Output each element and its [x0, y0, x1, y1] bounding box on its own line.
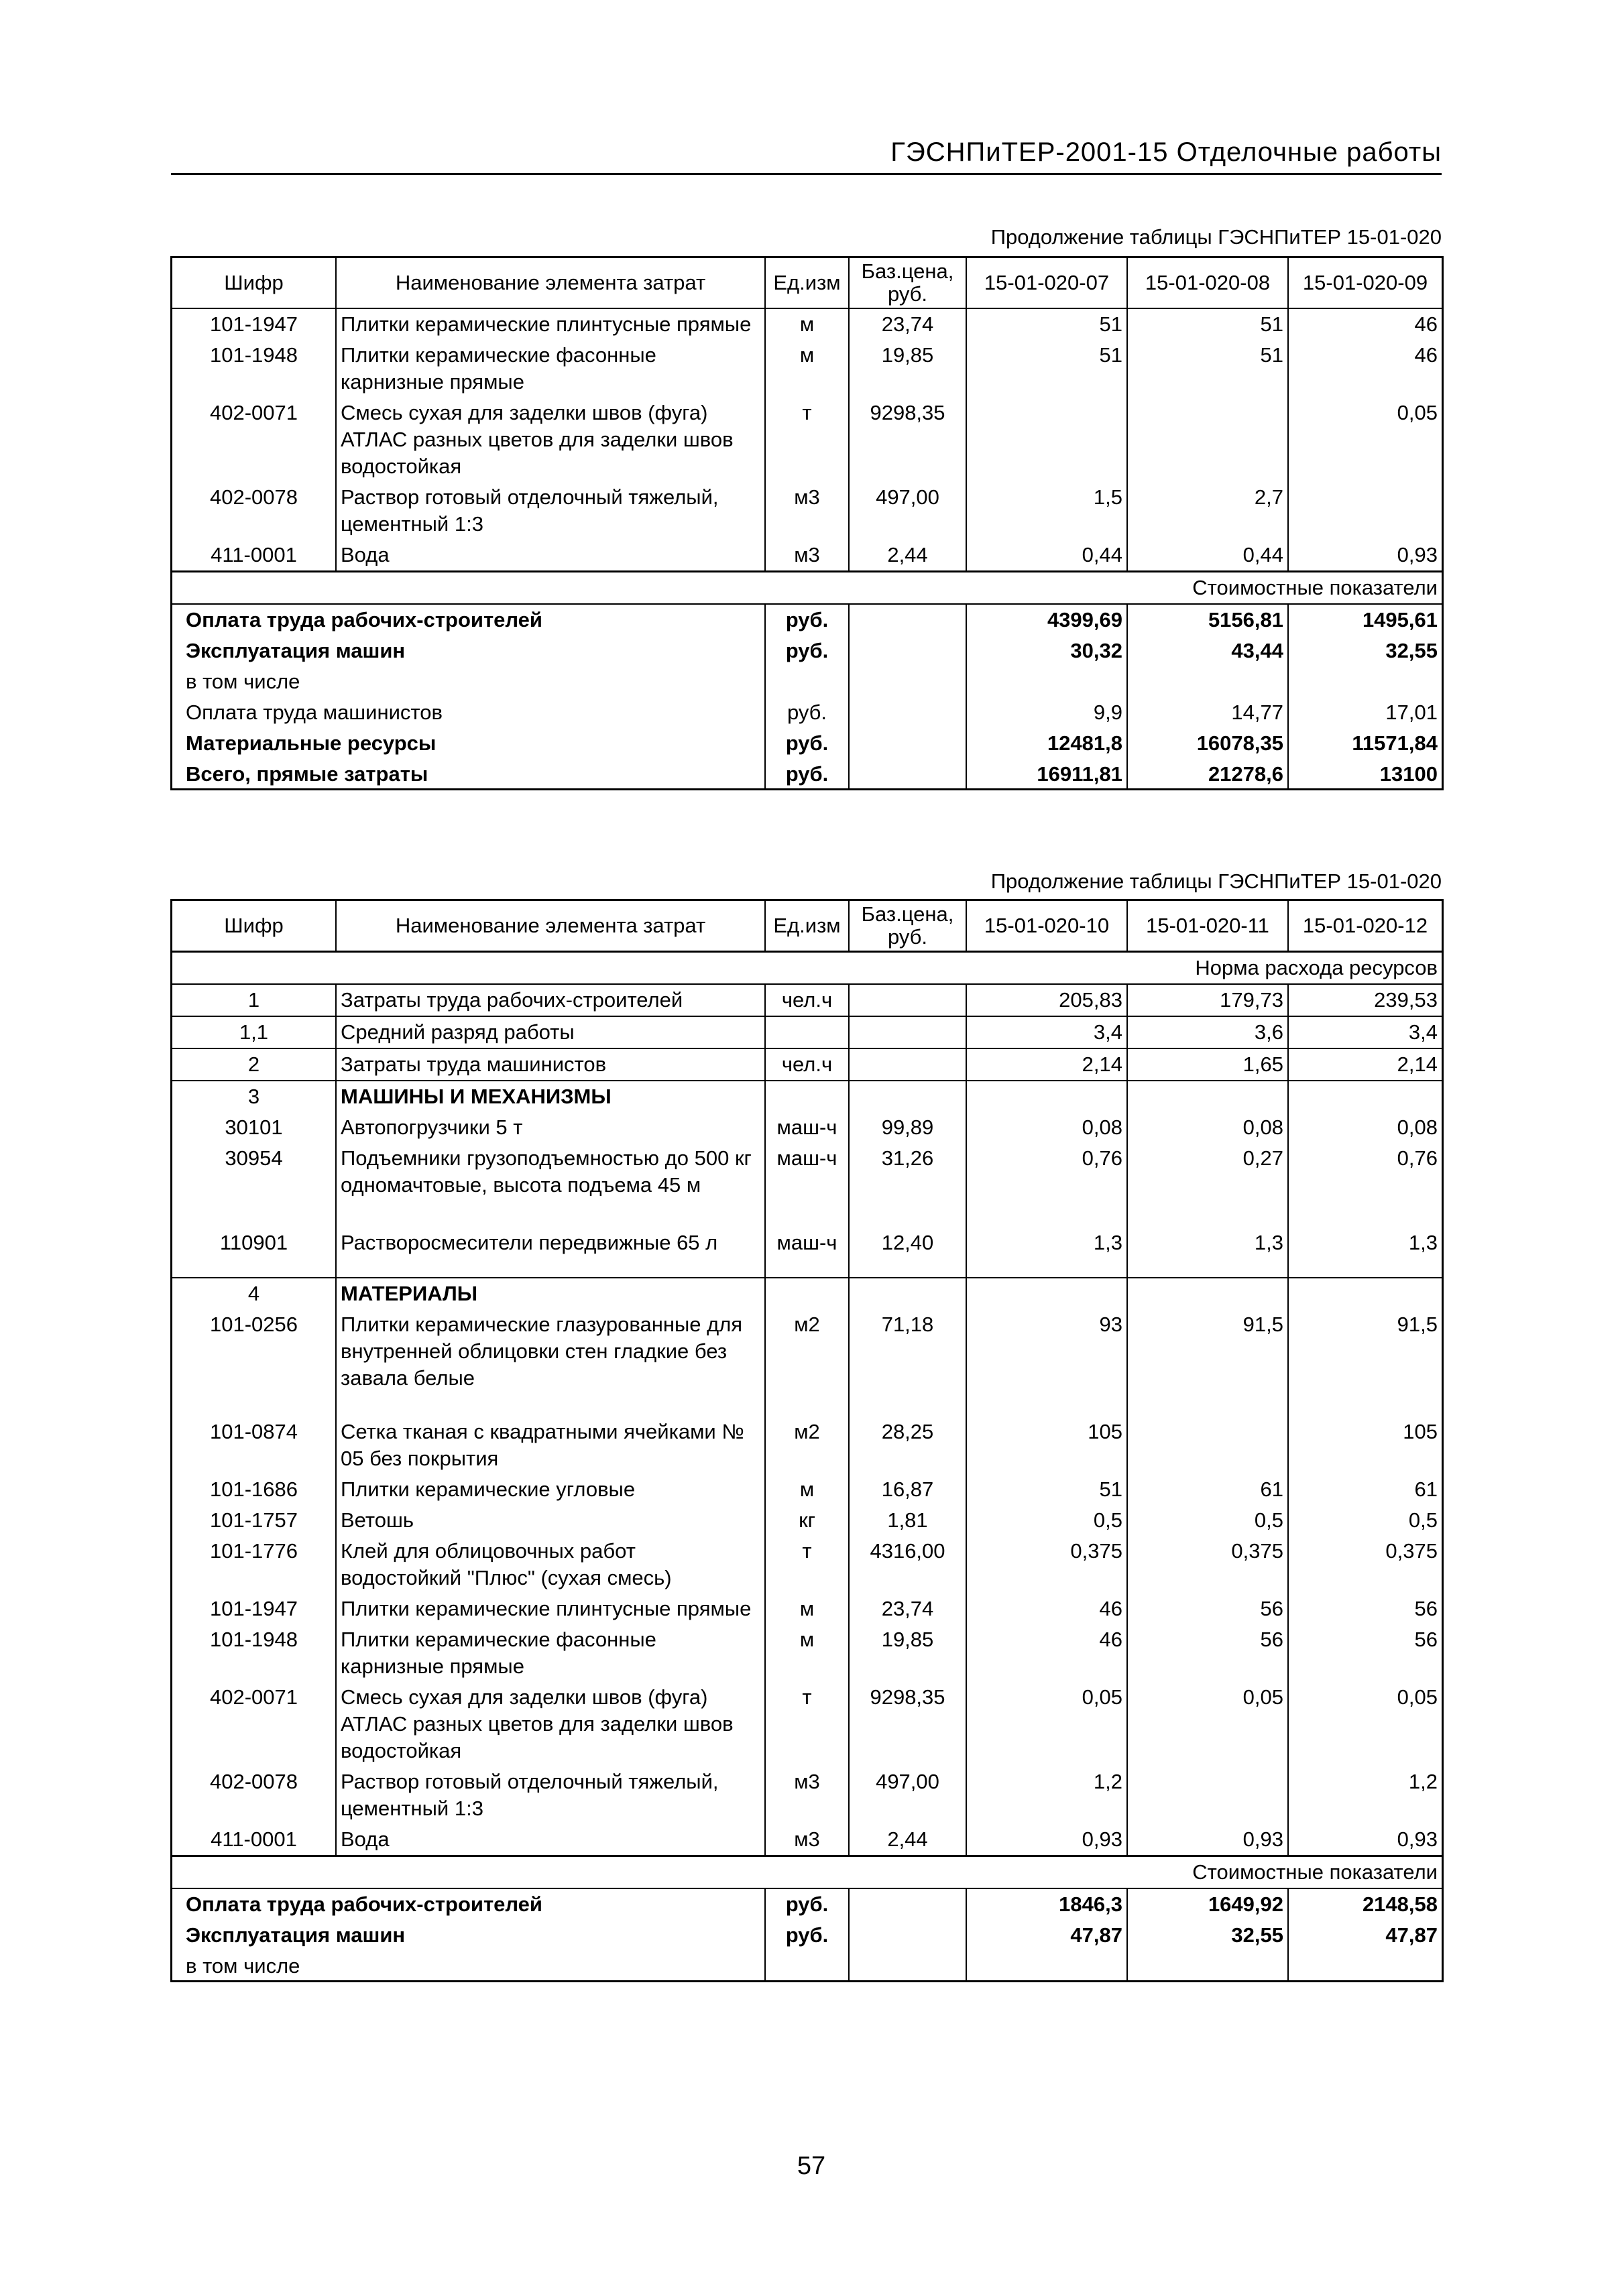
- cost-unit: руб.: [765, 1920, 849, 1951]
- cost-value: 12481,8: [966, 728, 1127, 759]
- cell-price: 9298,35: [849, 398, 966, 482]
- cell-value: 1,2: [966, 1766, 1127, 1824]
- cell-name: Вода: [336, 1824, 765, 1856]
- table2-section-cost-label: Стоимостные показатели: [172, 1856, 1442, 1889]
- table2-machine-row: [172, 1143, 1442, 1227]
- cell-value: 51: [966, 308, 1127, 340]
- cost-name: Оплата труда рабочих-строителей: [172, 1888, 765, 1920]
- table2-material-row: [172, 1624, 1442, 1682]
- cell-value: 239,53: [1288, 984, 1442, 1016]
- column-header-v1: 15-01-020-07: [966, 257, 1127, 308]
- table1: [171, 257, 1443, 790]
- cell-empty: [1127, 1278, 1288, 1309]
- cell-value: 105: [966, 1416, 1127, 1474]
- table2: [171, 900, 1443, 1982]
- cell-value: 1,3: [966, 1227, 1127, 1278]
- table1-section-cost: [172, 572, 1442, 605]
- cell-code: 101-1776: [172, 1536, 336, 1593]
- cost-value: 14,77: [1127, 697, 1288, 728]
- cell-name: Ветошь: [336, 1505, 765, 1536]
- cell-price: 19,85: [849, 340, 966, 398]
- cell-value: 0,44: [966, 540, 1127, 572]
- cell-value: 0,5: [1127, 1505, 1288, 1536]
- cell-name: Затраты труда машинистов: [336, 1048, 765, 1081]
- table2-material-row: [172, 1474, 1442, 1505]
- cell-name: Плитки керамические фасонные карнизные прямые: [336, 340, 765, 398]
- cell-price: 16,87: [849, 1474, 966, 1505]
- cell-empty: [1127, 1081, 1288, 1112]
- cell-code: 30101: [172, 1112, 336, 1143]
- cell-price: 99,89: [849, 1112, 966, 1143]
- cell-value: 0,5: [966, 1505, 1127, 1536]
- cost-value: 5156,81: [1127, 604, 1288, 636]
- cell-code: 30954: [172, 1143, 336, 1227]
- column-header-v3: 15-01-020-09: [1288, 257, 1442, 308]
- cell-name: Вода: [336, 540, 765, 572]
- cell-unit: м: [765, 308, 849, 340]
- cost-name: в том числе: [172, 1951, 765, 1982]
- table1-row: [172, 308, 1442, 340]
- cell-value: 0,375: [966, 1536, 1127, 1593]
- cost-name: в том числе: [172, 666, 765, 697]
- cost-value: 4399,69: [966, 604, 1127, 636]
- cell-empty: [765, 1278, 849, 1309]
- table2-materials-title: [172, 1278, 1442, 1309]
- cell-empty: [1288, 1081, 1442, 1112]
- cost-unit: руб.: [765, 728, 849, 759]
- cell-unit: маш-ч: [765, 1112, 849, 1143]
- cell-price: 2,44: [849, 540, 966, 572]
- cell-price: 9298,35: [849, 1682, 966, 1766]
- table1-cost-row: [172, 697, 1442, 728]
- cell-price: 4316,00: [849, 1536, 966, 1593]
- cell-name: Плитки керамические глазурованные для внутренней облицовки стен гладкие без завала белые: [336, 1309, 765, 1416]
- cell-value: 105: [1288, 1416, 1442, 1474]
- cost-price: [849, 666, 966, 697]
- table2-material-row: [172, 1416, 1442, 1474]
- cell-code: 1: [172, 984, 336, 1016]
- cell-code: 3: [172, 1081, 336, 1112]
- cell-value: 46: [1288, 340, 1442, 398]
- cell-unit: м: [765, 1593, 849, 1624]
- cost-price: [849, 1951, 966, 1982]
- cell-value: 0,93: [1127, 1824, 1288, 1856]
- cost-value: 16078,35: [1127, 728, 1288, 759]
- cell-value: 46: [1288, 308, 1442, 340]
- cell-value: [1127, 1766, 1288, 1824]
- cost-unit: руб.: [765, 759, 849, 790]
- cell-name: Автопогрузчики 5 т: [336, 1112, 765, 1143]
- column-header-v1: 15-01-020-10: [966, 900, 1127, 952]
- cell-value: 3,6: [1127, 1016, 1288, 1048]
- cell-unit: м3: [765, 482, 849, 540]
- column-header-v2: 15-01-020-11: [1127, 900, 1288, 952]
- cost-value: [1127, 1951, 1288, 1982]
- cell-code: 402-0078: [172, 1766, 336, 1824]
- cost-value: 17,01: [1288, 697, 1442, 728]
- table2-cost-row: [172, 1920, 1442, 1951]
- cell-code: 411-0001: [172, 540, 336, 572]
- table2-material-row: [172, 1824, 1442, 1856]
- cell-value: 2,7: [1127, 482, 1288, 540]
- cell-price: 71,18: [849, 1309, 966, 1416]
- cost-name: Оплата труда рабочих-строителей: [172, 604, 765, 636]
- cell-empty: [966, 1278, 1127, 1309]
- cell-unit: чел.ч: [765, 1048, 849, 1081]
- cell-value: 46: [966, 1593, 1127, 1624]
- cost-value: [1288, 1951, 1442, 1982]
- cell-unit: м3: [765, 540, 849, 572]
- cell-name: Раствор готовый отделочный тяжелый, цементный 1:3: [336, 1766, 765, 1824]
- cell-price: 1,81: [849, 1505, 966, 1536]
- cell-unit: м: [765, 1474, 849, 1505]
- cost-unit: руб.: [765, 697, 849, 728]
- cost-value: [1127, 666, 1288, 697]
- cell-value: 61: [1127, 1474, 1288, 1505]
- table1-section-cost-label: Стоимостные показатели: [172, 572, 1442, 605]
- cost-value: 43,44: [1127, 636, 1288, 666]
- cell-value: [966, 398, 1127, 482]
- table-header-row: [172, 900, 1442, 952]
- cell-code: 101-1686: [172, 1474, 336, 1505]
- table1-caption: Продолжение таблицы ГЭСНПиТЕР 15-01-020: [990, 225, 1442, 249]
- cell-price: 2,44: [849, 1824, 966, 1856]
- cell-value: 1,3: [1288, 1227, 1442, 1278]
- column-header-unit: Ед.изм: [765, 257, 849, 308]
- cell-unit: м: [765, 1624, 849, 1682]
- table1-cost-row: [172, 666, 1442, 697]
- column-header-v3: 15-01-020-12: [1288, 900, 1442, 952]
- cell-code: 2: [172, 1048, 336, 1081]
- cost-unit: [765, 1951, 849, 1982]
- cell-value: 56: [1288, 1593, 1442, 1624]
- cell-unit: [765, 1016, 849, 1048]
- cell-value: 0,93: [966, 1824, 1127, 1856]
- table2-material-row: [172, 1682, 1442, 1766]
- cost-value: 47,87: [966, 1920, 1127, 1951]
- cell-code: 411-0001: [172, 1824, 336, 1856]
- cell-unit: м2: [765, 1416, 849, 1474]
- table2-material-row: [172, 1766, 1442, 1824]
- cost-price: [849, 759, 966, 790]
- cell-value: 91,5: [1127, 1309, 1288, 1416]
- cell-name: Плитки керамические плинтусные прямые: [336, 1593, 765, 1624]
- cell-empty: [966, 1081, 1127, 1112]
- cell-unit: маш-ч: [765, 1143, 849, 1227]
- cost-name: Оплата труда машинистов: [172, 697, 765, 728]
- cost-value: 1495,61: [1288, 604, 1442, 636]
- cost-value: [1288, 666, 1442, 697]
- cell-code: 101-1948: [172, 1624, 336, 1682]
- cell-value: 0,05: [966, 1682, 1127, 1766]
- cell-unit: т: [765, 1682, 849, 1766]
- cell-price: [849, 1016, 966, 1048]
- table1-row: [172, 540, 1442, 572]
- table2-labor-row: [172, 1048, 1442, 1081]
- cost-price: [849, 728, 966, 759]
- cell-value: 0,08: [966, 1112, 1127, 1143]
- cost-value: 1649,92: [1127, 1888, 1288, 1920]
- table2-material-row: [172, 1536, 1442, 1593]
- cost-name: Эксплуатация машин: [172, 636, 765, 666]
- table2-section-cost: [172, 1856, 1442, 1889]
- cell-value: 0,05: [1288, 1682, 1442, 1766]
- table1-cost-row: [172, 604, 1442, 636]
- cost-price: [849, 636, 966, 666]
- table2-machines-title: [172, 1081, 1442, 1112]
- cell-code: 110901: [172, 1227, 336, 1278]
- column-header-unit: Ед.изм: [765, 900, 849, 952]
- table1-row: [172, 398, 1442, 482]
- cell-unit: маш-ч: [765, 1227, 849, 1278]
- cell-unit: т: [765, 1536, 849, 1593]
- cell-value: 0,375: [1127, 1536, 1288, 1593]
- cost-value: 1846,3: [966, 1888, 1127, 1920]
- cell-value: 0,08: [1127, 1112, 1288, 1143]
- cell-value: 51: [1127, 308, 1288, 340]
- cell-value: 0,93: [1288, 1824, 1442, 1856]
- cell-value: [1127, 398, 1288, 482]
- section-title: МАШИНЫ И МЕХАНИЗМЫ: [336, 1081, 765, 1112]
- cell-unit: т: [765, 398, 849, 482]
- cell-value: 91,5: [1288, 1309, 1442, 1416]
- table2-labor-row: [172, 984, 1442, 1016]
- cell-code: 101-1948: [172, 340, 336, 398]
- cost-price: [849, 1920, 966, 1951]
- cell-price: [849, 984, 966, 1016]
- cell-value: 0,08: [1288, 1112, 1442, 1143]
- table2-cost-row: [172, 1951, 1442, 1982]
- cell-value: 51: [1127, 340, 1288, 398]
- cost-value: [966, 666, 1127, 697]
- table2-cost-row: [172, 1888, 1442, 1920]
- cell-price: 19,85: [849, 1624, 966, 1682]
- cell-value: [1288, 482, 1442, 540]
- cost-value: 32,55: [1288, 636, 1442, 666]
- cell-value: 56: [1288, 1624, 1442, 1682]
- cost-name: Материальные ресурсы: [172, 728, 765, 759]
- cell-value: 1,2: [1288, 1766, 1442, 1824]
- cell-value: 46: [966, 1624, 1127, 1682]
- cell-code: 402-0071: [172, 1682, 336, 1766]
- cell-name: Сетка тканая с квадратными ячейками № 05 без покрытия: [336, 1416, 765, 1474]
- cost-value: 11571,84: [1288, 728, 1442, 759]
- cell-name: Плитки керамические угловые: [336, 1474, 765, 1505]
- cell-value: 56: [1127, 1624, 1288, 1682]
- cell-price: 23,74: [849, 308, 966, 340]
- cell-price: 497,00: [849, 482, 966, 540]
- cell-code: 101-1947: [172, 308, 336, 340]
- cell-empty: [849, 1278, 966, 1309]
- cell-value: 0,93: [1288, 540, 1442, 572]
- column-header-price: Баз.цена, руб.: [849, 900, 966, 952]
- cost-price: [849, 604, 966, 636]
- cell-price: 497,00: [849, 1766, 966, 1824]
- cell-value: 56: [1127, 1593, 1288, 1624]
- cell-code: 402-0071: [172, 398, 336, 482]
- cost-unit: [765, 666, 849, 697]
- cell-value: 1,5: [966, 482, 1127, 540]
- cell-value: 0,05: [1288, 398, 1442, 482]
- cost-price: [849, 1888, 966, 1920]
- cell-name: Клей для облицовочных работ водостойкий "Плюс" (сухая смесь): [336, 1536, 765, 1593]
- cost-value: 13100: [1288, 759, 1442, 790]
- cell-empty: [1288, 1278, 1442, 1309]
- cell-price: 12,40: [849, 1227, 966, 1278]
- table1-row: [172, 340, 1442, 398]
- cost-value: 47,87: [1288, 1920, 1442, 1951]
- cell-price: [849, 1048, 966, 1081]
- column-header-code: Шифр: [172, 900, 336, 952]
- cell-value: 0,27: [1127, 1143, 1288, 1227]
- cell-name: Плитки керамические плинтусные прямые: [336, 308, 765, 340]
- cell-value: 0,76: [1288, 1143, 1442, 1227]
- page-number: 57: [797, 2152, 826, 2180]
- column-header-code: Шифр: [172, 257, 336, 308]
- table1-cost-row: [172, 636, 1442, 666]
- cell-value: 93: [966, 1309, 1127, 1416]
- cell-value: [1127, 1416, 1288, 1474]
- table2-labor-row: [172, 1016, 1442, 1048]
- cost-unit: руб.: [765, 636, 849, 666]
- cell-value: 2,14: [1288, 1048, 1442, 1081]
- cell-value: 0,05: [1127, 1682, 1288, 1766]
- cell-value: 1,3: [1127, 1227, 1288, 1278]
- cell-value: 61: [1288, 1474, 1442, 1505]
- cell-code: 101-0256: [172, 1309, 336, 1416]
- cell-value: 3,4: [966, 1016, 1127, 1048]
- cell-unit: кг: [765, 1505, 849, 1536]
- cell-name: Раствор готовый отделочный тяжелый, цементный 1:3: [336, 482, 765, 540]
- table2-section-norm: [172, 952, 1442, 985]
- cell-value: 51: [966, 1474, 1127, 1505]
- table2-material-row: [172, 1593, 1442, 1624]
- table2-material-row: [172, 1505, 1442, 1536]
- cost-value: 30,32: [966, 636, 1127, 666]
- table2-machine-row: [172, 1112, 1442, 1143]
- section-title: МАТЕРИАЛЫ: [336, 1278, 765, 1309]
- cell-unit: м3: [765, 1824, 849, 1856]
- cell-code: 1,1: [172, 1016, 336, 1048]
- table1-row: [172, 482, 1442, 540]
- cell-name: Затраты труда рабочих-строителей: [336, 984, 765, 1016]
- cost-value: [966, 1951, 1127, 1982]
- cell-empty: [849, 1081, 966, 1112]
- table1-cost-row: [172, 759, 1442, 790]
- table1-cost-row: [172, 728, 1442, 759]
- cost-value: 16911,81: [966, 759, 1127, 790]
- cell-unit: м2: [765, 1309, 849, 1416]
- table2-caption: Продолжение таблицы ГЭСНПиТЕР 15-01-020: [990, 869, 1442, 893]
- table2-machine-row: [172, 1227, 1442, 1278]
- cell-code: 101-0874: [172, 1416, 336, 1474]
- column-header-v2: 15-01-020-08: [1127, 257, 1288, 308]
- column-header-name: Наименование элемента затрат: [336, 257, 765, 308]
- cell-value: 179,73: [1127, 984, 1288, 1016]
- cost-name: Всего, прямые затраты: [172, 759, 765, 790]
- cost-value: 2148,58: [1288, 1888, 1442, 1920]
- header-rule: [171, 173, 1442, 175]
- table-header-row: [172, 257, 1442, 308]
- cost-value: 32,55: [1127, 1920, 1288, 1951]
- cell-value: 0,5: [1288, 1505, 1442, 1536]
- column-header-name: Наименование элемента затрат: [336, 900, 765, 952]
- cost-name: Эксплуатация машин: [172, 1920, 765, 1951]
- cost-unit: руб.: [765, 604, 849, 636]
- cell-unit: чел.ч: [765, 984, 849, 1016]
- cell-price: 31,26: [849, 1143, 966, 1227]
- cell-code: 101-1757: [172, 1505, 336, 1536]
- cell-code: 101-1947: [172, 1593, 336, 1624]
- cell-value: 51: [966, 340, 1127, 398]
- cell-name: Растворосмесители передвижные 65 л: [336, 1227, 765, 1278]
- cell-value: 0,375: [1288, 1536, 1442, 1593]
- page-header-title: ГЭСНПиТЕР-2001-15 Отделочные работы: [890, 137, 1442, 167]
- cell-name: Плитки керамические фасонные карнизные прямые: [336, 1624, 765, 1682]
- cell-price: 23,74: [849, 1593, 966, 1624]
- cell-value: 0,76: [966, 1143, 1127, 1227]
- cost-unit: руб.: [765, 1888, 849, 1920]
- cell-name: Подъемники грузоподъемностью до 500 кг одномачтовые, высота подъема 45 м: [336, 1143, 765, 1227]
- cell-value: 205,83: [966, 984, 1127, 1016]
- cell-price: 28,25: [849, 1416, 966, 1474]
- cell-unit: м: [765, 340, 849, 398]
- cell-name: Средний разряд работы: [336, 1016, 765, 1048]
- cell-code: 4: [172, 1278, 336, 1309]
- cell-value: 2,14: [966, 1048, 1127, 1081]
- cell-value: 0,44: [1127, 540, 1288, 572]
- cell-unit: м3: [765, 1766, 849, 1824]
- cell-value: 3,4: [1288, 1016, 1442, 1048]
- cell-name: Смесь сухая для заделки швов (фуга) АТЛАС разных цветов для заделки швов водостойкая: [336, 398, 765, 482]
- cell-empty: [765, 1081, 849, 1112]
- cell-name: Смесь сухая для заделки швов (фуга) АТЛАС разных цветов для заделки швов водостойкая: [336, 1682, 765, 1766]
- cost-value: 21278,6: [1127, 759, 1288, 790]
- table2-material-row: [172, 1309, 1442, 1416]
- table2-section-norm-label: Норма расхода ресурсов: [172, 952, 1442, 985]
- column-header-price: Баз.цена, руб.: [849, 257, 966, 308]
- cell-code: 402-0078: [172, 482, 336, 540]
- cost-price: [849, 697, 966, 728]
- cell-value: 1,65: [1127, 1048, 1288, 1081]
- cost-value: 9,9: [966, 697, 1127, 728]
